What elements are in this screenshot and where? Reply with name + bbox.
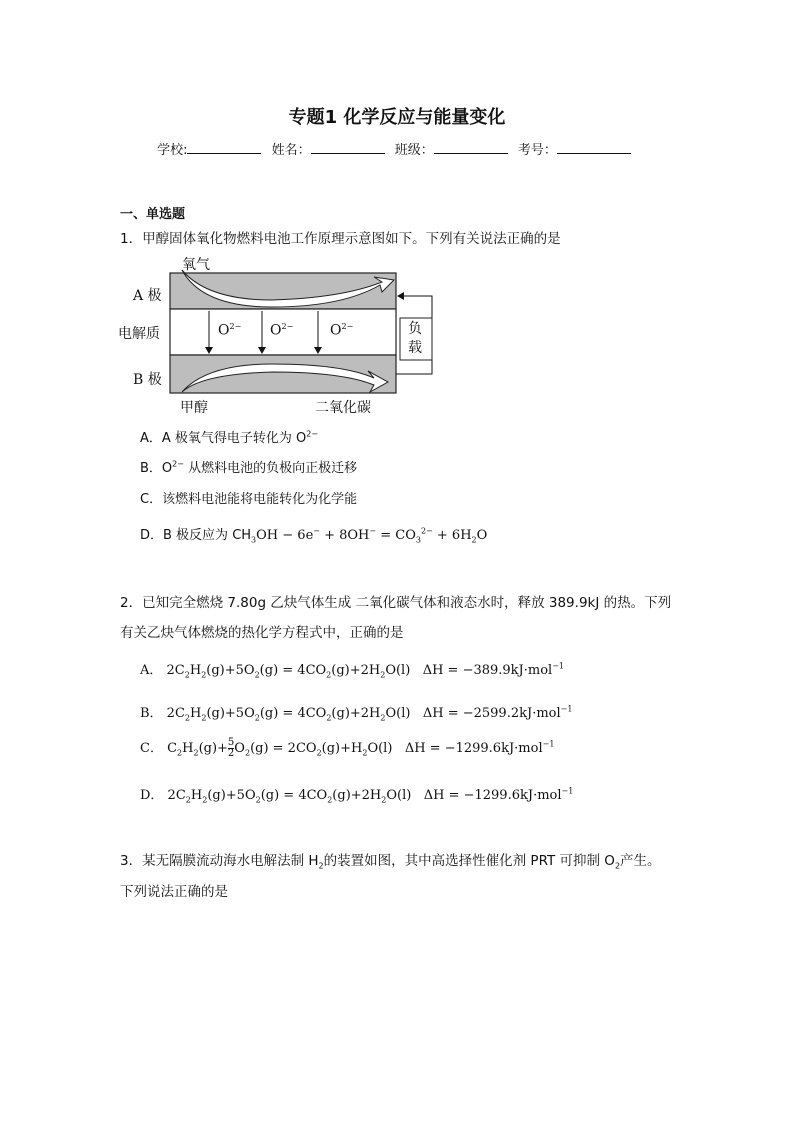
electrode-b-label: B 极 <box>133 372 162 388</box>
school-field[interactable] <box>187 141 261 154</box>
q2-option-b[interactable]: B． $2C_2H_2(g)+5O_2(g) = 4CO_2(g)+2H_2O(l) \Delta H = -2599.2kJ\cdot mol^{-1}$ <box>140 704 573 723</box>
class-field[interactable] <box>434 141 508 154</box>
q2-stem-line1: 2．已知完全燃烧 7.80g 乙炔气体生成 二氧化碳气体和液态水时，释放 389.9kJ 的热。下列 <box>120 595 672 611</box>
name-label: 姓名： <box>271 143 311 158</box>
q1-option-a[interactable]: A．A 极氧气得电子转化为 $O^{2-}$ <box>140 429 319 446</box>
methanol-label: 甲醇 <box>180 400 208 416</box>
name-field[interactable] <box>311 141 385 154</box>
school-label: 学校: <box>157 143 188 158</box>
load-label-1: 负 <box>408 321 422 337</box>
student-info-line <box>0 139 794 158</box>
electrolyte-label: 电解质 <box>118 326 160 342</box>
load-label-2: 载 <box>408 340 422 356</box>
q3-stem-line1: 3．某无隔膜流动海水电解法制 $H_2$的装置如图，其中高选择性催化剂 PRT 可抑制 $O_2$产生。 <box>120 853 661 871</box>
id-field[interactable] <box>557 141 631 154</box>
q2-option-a[interactable]: A． $2C_2H_2(g)+5O_2(g) = 4CO_2(g)+2H_2O(l) \Delta H = -389.9kJ\cdot mol^{-1}$ <box>140 661 565 680</box>
page-title: 专题1 化学反应与能量变化 <box>288 107 506 128</box>
q2-option-c[interactable]: C． $C_2H_2(g)+$ $\frac{5}{2}$ $O_2(g) = 2CO_2(g)+H_2O(l) \Delta H = -1299.6kJ\cdot mol^{-1}$ <box>140 737 555 759</box>
ion-label-1: $O^{2-}$ <box>218 322 242 339</box>
ion-label-3: $O^{2-}$ <box>330 322 354 339</box>
q1-option-c[interactable]: C．该燃料电池能将电能转化为化学能 <box>140 492 358 507</box>
id-label: 考号： <box>517 143 557 158</box>
q1-stem: 1．甲醇固体氧化物燃料电池工作原理示意图如下。下列有关说法正确的是 <box>120 231 561 247</box>
q2-option-d[interactable]: D． $2C_2H_2(g)+5O_2(g) = 4CO_2(g)+2H_2O(l) \Delta H = -1299.6kJ\cdot mol^{-1}$ <box>140 786 574 805</box>
q2-stem-line2: 有关乙炔气体燃烧的热化学方程式中，正确的是 <box>120 625 404 641</box>
ion-label-2: $O^{2-}$ <box>270 322 294 339</box>
q1-option-b[interactable]: B．$O^{2-}$ 从燃料电池的负极向正极迁移 <box>140 459 358 476</box>
q3-stem-line2: 下列说法正确的是 <box>120 884 228 900</box>
section-title: 一、单选题 <box>120 207 186 222</box>
electrode-a-label: A 极 <box>133 288 162 304</box>
co2-label: 二氧化碳 <box>315 400 371 416</box>
class-label: 班级： <box>394 143 434 158</box>
fraction-5-2: $\frac{5}{2}$ <box>227 737 235 759</box>
q1-option-d[interactable]: D．B 极反应为 $CH_3OH - 6e^- + 8OH^- = CO_3^{2-} + 6H_2O$ <box>140 526 488 545</box>
oxygen-label: 氧气 <box>182 257 210 273</box>
